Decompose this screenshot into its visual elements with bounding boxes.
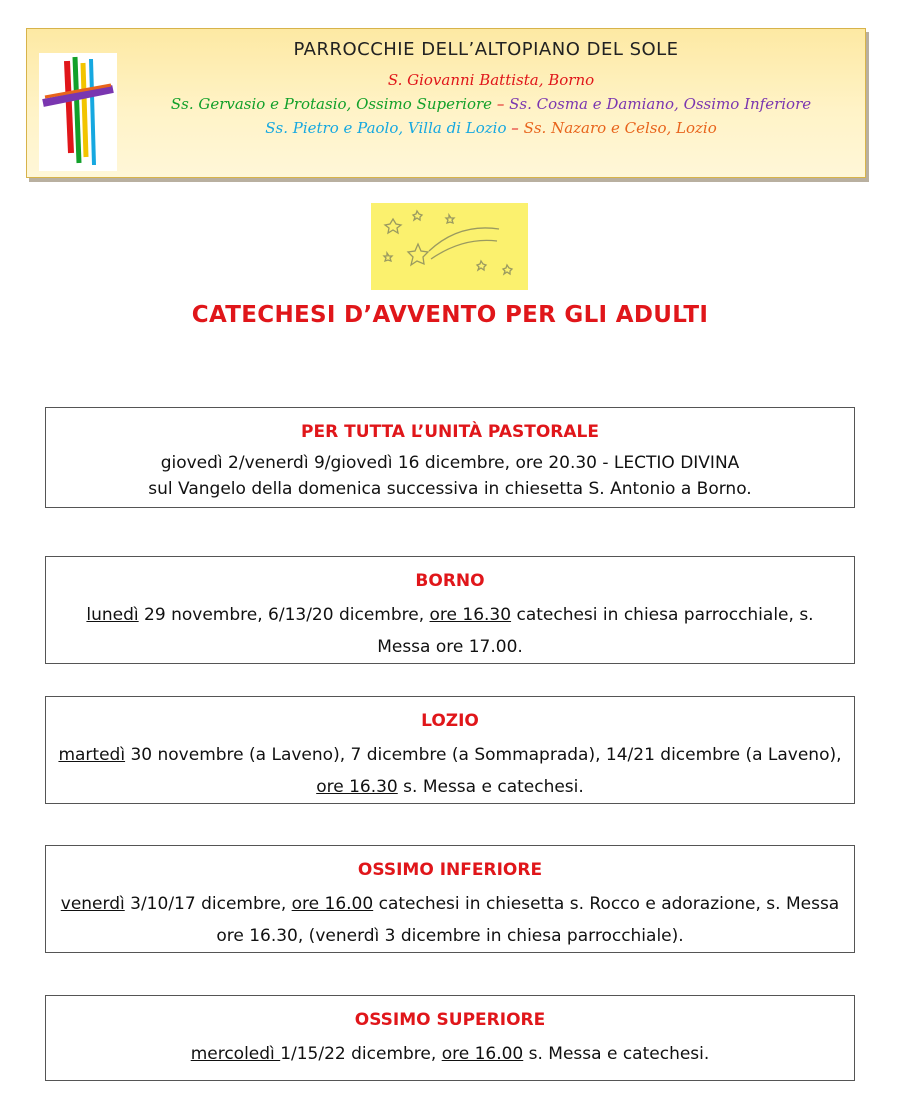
- parish-borno: S. Giovanni Battista, Borno: [387, 71, 595, 89]
- page-title: CATECHESI D’AVVENTO PER GLI ADULTI: [191, 302, 709, 328]
- time-label: ore 16.00: [441, 1044, 524, 1064]
- section-text-part: 1/15/22 dicembre,: [280, 1044, 442, 1064]
- section-text: [58, 599, 842, 663]
- section-unita-pastorale: [45, 407, 855, 508]
- section-heading: PER TUTTA L’UNITÀ PASTORALE: [301, 422, 599, 442]
- section-text: [58, 888, 842, 952]
- parish-villa-di-lozio: Ss. Pietro e Paolo, Villa di Lozio: [265, 119, 507, 137]
- day-label: lunedì: [86, 605, 139, 625]
- section-line: giovedì 2/venerdì 9/giovedì 16 dicembre, ore 20.30 - LECTIO DIVINA: [160, 453, 740, 473]
- day-label: martedì: [58, 745, 126, 765]
- day-label: venerdì: [60, 894, 125, 914]
- parish-ossimo-inferiore: Ss. Cosma e Damiano, Ossimo Inferiore: [509, 95, 812, 113]
- separator: –: [511, 119, 519, 137]
- section-text-part: 29 novembre, 6/13/20 dicembre,: [138, 605, 430, 625]
- time-label: ore 16.30: [429, 605, 512, 625]
- section-text: [58, 1038, 842, 1070]
- section-heading: BORNO: [415, 571, 485, 591]
- section-text-part: 30 novembre (a Laveno), 7 dicembre (a Sommaprada), 14/21 dicembre (a Laveno),: [125, 745, 842, 765]
- shooting-star-image: [371, 203, 528, 290]
- section-lozio: [45, 696, 855, 804]
- section-line: sul Vangelo della domenica successiva in chiesetta S. Antonio a Borno.: [148, 479, 752, 499]
- section-borno: [45, 556, 855, 664]
- section-ossimo-superiore: [45, 995, 855, 1081]
- section-ossimo-inferiore: [45, 845, 855, 953]
- parish-line-lozio: [127, 119, 855, 137]
- section-heading: OSSIMO SUPERIORE: [354, 1010, 546, 1030]
- parish-lozio: Ss. Nazaro e Celso, Lozio: [523, 119, 717, 137]
- section-text-part: 3/10/17 dicembre,: [124, 894, 292, 914]
- section-text-part: s. Messa e catechesi.: [523, 1044, 710, 1064]
- separator: –: [496, 95, 505, 113]
- parish-line-ossimo: [127, 95, 855, 113]
- cross-logo: [39, 53, 117, 171]
- parish-ossimo-superiore: Ss. Gervasio e Protasio, Ossimo Superiore: [170, 95, 493, 113]
- section-text-part: s. Messa e catechesi.: [397, 777, 584, 797]
- time-label: ore 16.00: [291, 894, 374, 914]
- section-heading: OSSIMO INFERIORE: [357, 860, 543, 880]
- section-text-part: catechesi in chiesetta s. Rocco e adorazione, s. Messa ore 16.30, (venerdì 3 dicembre in chiesa parrocchiale).: [216, 894, 840, 946]
- section-text-part: catechesi in chiesa parrocchiale, s. Messa ore 17.00.: [377, 605, 814, 657]
- parish-header: [26, 28, 866, 178]
- section-text: [58, 739, 842, 803]
- time-label: ore 16.30: [316, 777, 398, 797]
- day-label: mercoledì: [190, 1044, 281, 1064]
- header-title: PARROCCHIE DELL’ALTOPIANO DEL SOLE: [293, 39, 679, 60]
- section-heading: LOZIO: [421, 711, 479, 731]
